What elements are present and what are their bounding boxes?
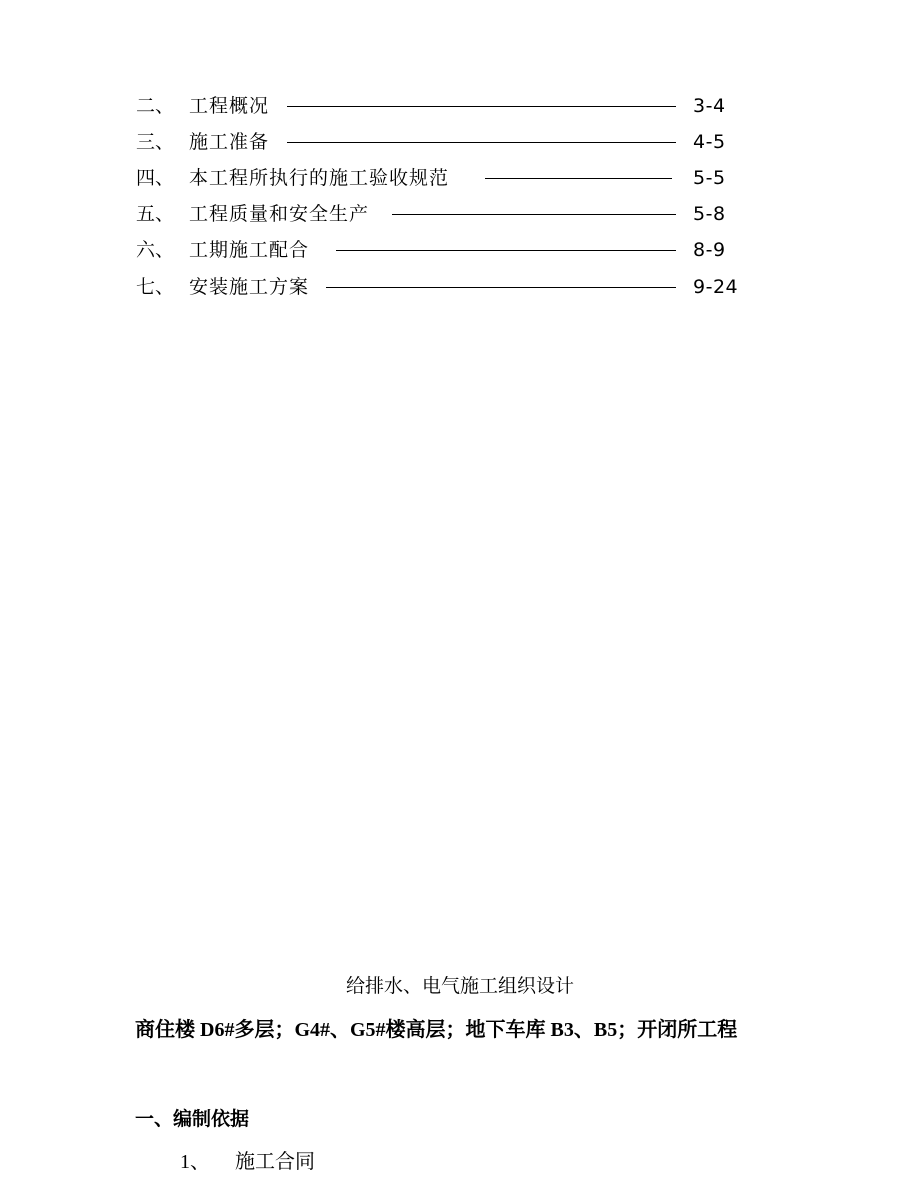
toc-entry[interactable]	[0, 200, 920, 228]
toc-entry-page: 5-8	[693, 203, 726, 225]
toc-entry[interactable]	[0, 128, 920, 156]
document-subtitle: 商住楼 D6#多层；G4#、G5#楼高层；地下车库 B3、B5；开闭所工程	[135, 1019, 738, 1041]
toc-entry[interactable]	[0, 92, 920, 120]
toc-leader-line	[326, 287, 676, 288]
toc-leader-line	[287, 106, 676, 107]
toc-entry[interactable]	[0, 236, 920, 264]
toc-entry-number: 二、	[136, 95, 175, 117]
toc-entry[interactable]	[0, 273, 920, 301]
toc-entry-title: 工期施工配合	[189, 239, 310, 261]
toc-leader-line	[392, 214, 676, 215]
toc-entry-title: 工程概况	[189, 95, 270, 117]
toc-entry-number: 七、	[136, 276, 175, 298]
toc-entry-number: 五、	[136, 203, 175, 225]
section-heading: 一、编制依据	[135, 1108, 250, 1130]
toc-leader-line	[336, 250, 676, 251]
toc-leader-line	[287, 142, 676, 143]
toc-entry-title: 安装施工方案	[189, 276, 310, 298]
toc-entry-title: 本工程所执行的施工验收规范	[189, 167, 450, 189]
toc-entry-page: 9-24	[693, 276, 739, 298]
toc-entry-title: 工程质量和安全生产	[189, 203, 370, 225]
toc-entry[interactable]	[0, 164, 920, 192]
toc-entry-page: 5-5	[693, 167, 726, 189]
list-item-number: 1、	[180, 1151, 210, 1173]
toc-entry-page: 8-9	[693, 239, 726, 261]
document-title: 给排水、电气施工组织设计	[345, 975, 574, 997]
toc-entry-page: 3-4	[693, 95, 726, 117]
toc-entry-number: 六、	[136, 239, 175, 261]
toc-entry-title: 施工准备	[189, 131, 270, 153]
toc-entry-number: 四、	[136, 167, 175, 189]
toc-entry-number: 三、	[136, 131, 175, 153]
toc-leader-line	[485, 178, 672, 179]
list-item-text: 施工合同	[235, 1151, 315, 1173]
toc-entry-page: 4-5	[693, 131, 726, 153]
